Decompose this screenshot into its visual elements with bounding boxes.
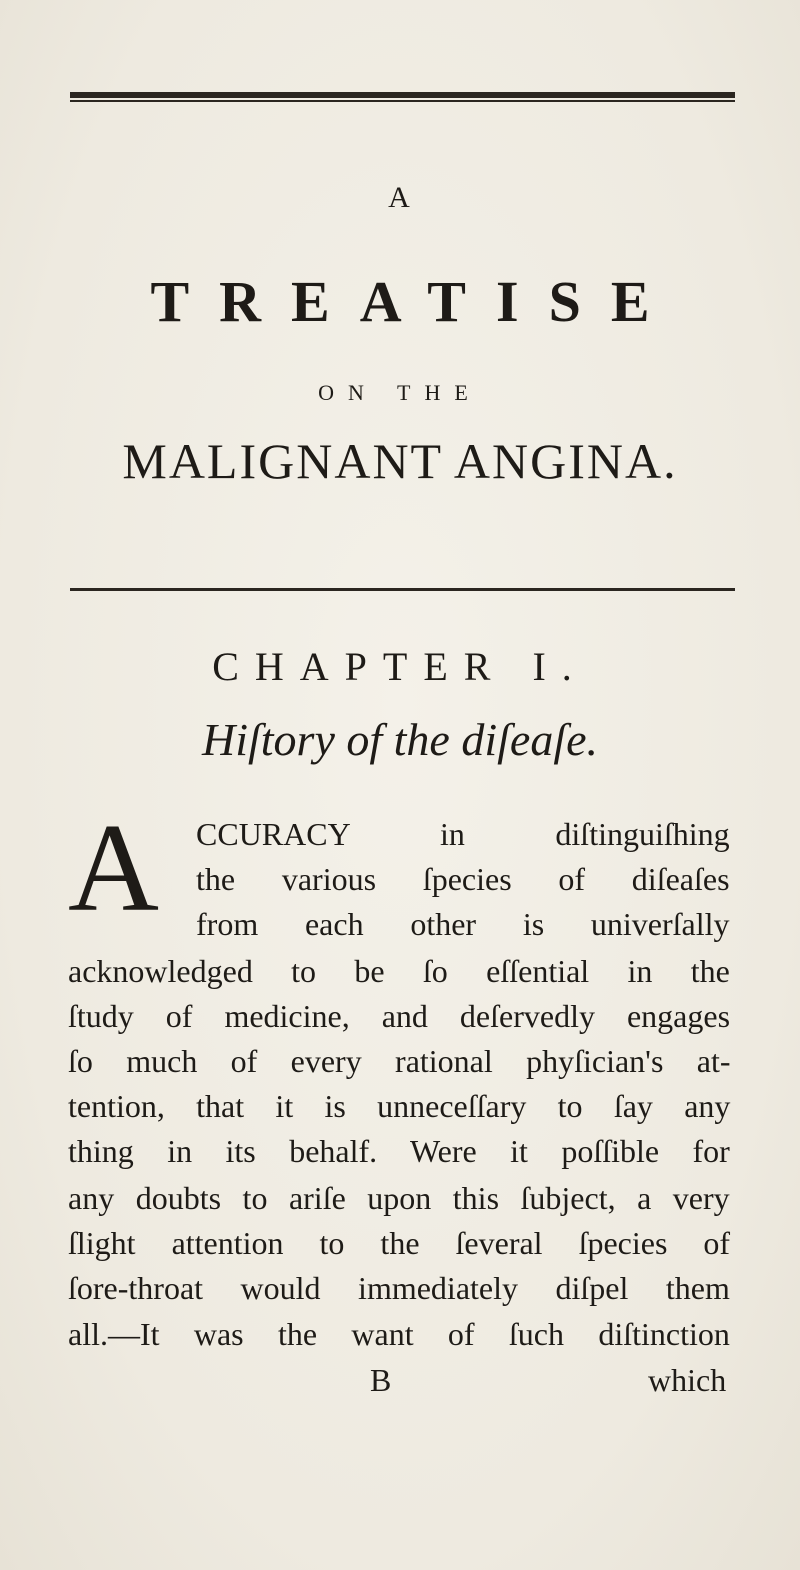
body-line: thing in its behalf. Were it poſſible for <box>68 1133 730 1169</box>
body-line: CCURACY in diſtinguiſhing <box>196 816 730 852</box>
top-double-rule <box>70 92 735 98</box>
body-line: all.—It was the want of ſuch diſtinction <box>68 1316 730 1352</box>
drop-cap: A <box>68 799 159 938</box>
body-line: tention, that it is unneceſſary to ſay any <box>68 1088 731 1124</box>
body-line: the various ſpecies of diſeaſes <box>196 861 730 897</box>
section-rule <box>70 588 735 591</box>
chapter-subtitle: Hiſtory of the diſeaſe. <box>201 714 599 765</box>
body-line: ſtudy of medicine, and deſervedly engages <box>68 998 731 1034</box>
title-main: TREATISE <box>150 269 680 334</box>
body-line: ſo much of every rational phyſician's at- <box>68 1043 731 1079</box>
body-line: ſore-throat would immediately diſpel them <box>68 1270 730 1306</box>
body-line: from each other is univerſally <box>196 906 730 942</box>
body-line: any doubts to ariſe upon this ſubject, a very <box>68 1180 730 1216</box>
title-on-the: ON THE <box>318 380 482 405</box>
title-subject: MALIGNANT ANGINA. <box>122 433 678 489</box>
catchword: which <box>648 1362 727 1398</box>
signature-mark: B <box>370 1362 392 1398</box>
title-article: A <box>388 181 412 214</box>
body-line: ſlight attention to the ſeveral ſpecies of <box>68 1225 731 1261</box>
chapter-heading: CHAPTER I. <box>212 644 588 689</box>
body-line: acknowledged to be ſo eſſential in the <box>68 953 730 989</box>
